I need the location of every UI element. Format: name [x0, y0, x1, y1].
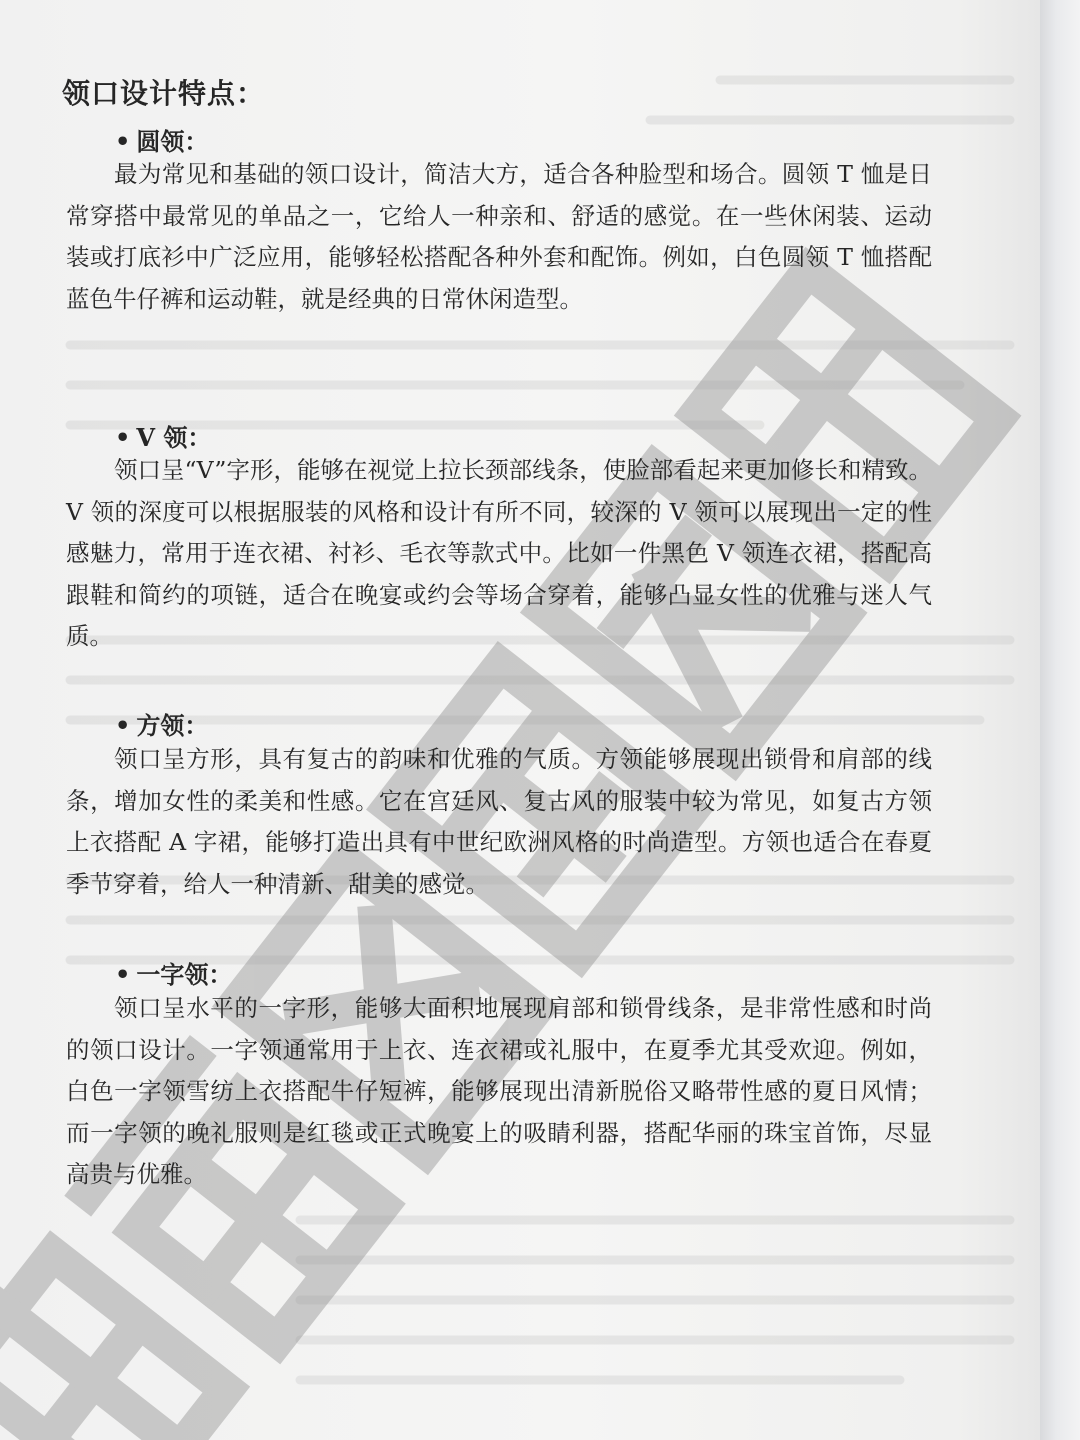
page-title: 领口设计特点： [62, 77, 266, 110]
section-body-slash-collar: 领口呈水平的一字形，能够大面积地展现肩部和锁骨线条，是非常性感和时尚的领口设计。一字领通常用于上衣、连衣裙或礼服中，在夏季尤其受欢迎。例如，白色一字领雪纺上衣搭配牛仔短裤，能够展现出清新脱俗又略带性感的夏日风情；而一字领的晚礼服则是红毯或正式晚宴上的吸睛利器，搭配华丽的珠宝首饰，尽显高贵与优雅。 [66, 994, 932, 1188]
bullet-icon: • [115, 960, 131, 989]
section-heading-v-collar [115, 418, 211, 453]
bullet-icon: • [115, 711, 131, 740]
section-heading-label: 圆领： [136, 127, 209, 156]
section-heading-square-collar [115, 706, 208, 741]
adjacent-page-edge [1040, 0, 1080, 1440]
section-body-square-collar: 领口呈方形，具有复古的韵味和优雅的气质。方领能够展现出锁骨和肩部的线条，增加女性的柔美和性感。它在宫廷风、复古风的服装中较为常见，如复古方领上衣搭配 A 字裙，能够打造出具有中世纪欧洲风格的时尚造型。方领也适合在春夏季节穿着，给人一种清新、甜美的感觉。 [66, 745, 932, 898]
section-body-round-collar: 最为常见和基础的领口设计，简洁大方，适合各种脸型和场合。圆领 T 恤是日常穿搭中最常见的单品之一，它给人一种亲和、舒适的感觉。在一些休闲装、运动装或打底衫中广泛应用，能够轻松搭配各种外套和配饰。例如，白色圆领 T 恤搭配蓝色牛仔裤和运动鞋，就是经典的日常休闲造型。 [66, 160, 932, 313]
section-heading-label: V 领： [136, 423, 212, 452]
bullet-icon: • [115, 423, 131, 452]
section-body-v-collar: 领口呈“V”字形，能够在视觉上拉长颈部线条，使脸部看起来更加修长和精致。V 领的深度可以根据服装的风格和设计有所不同，较深的 V 领可以展现出一定的性感魅力，常用于连衣裙、衬衫、毛衣等款式中。比如一件黑色 V 领连衣裙，搭配高跟鞋和简约的项链，适合在晚宴或约会等场合穿着，能够凸显女性的优雅与迷人气质。 [66, 456, 932, 650]
section-heading-label: 方领： [136, 711, 209, 740]
section-heading-slash-collar [115, 955, 232, 990]
bullet-icon: • [115, 127, 131, 156]
section-heading-label: 一字领： [136, 960, 233, 989]
section-heading-round-collar [115, 122, 208, 157]
